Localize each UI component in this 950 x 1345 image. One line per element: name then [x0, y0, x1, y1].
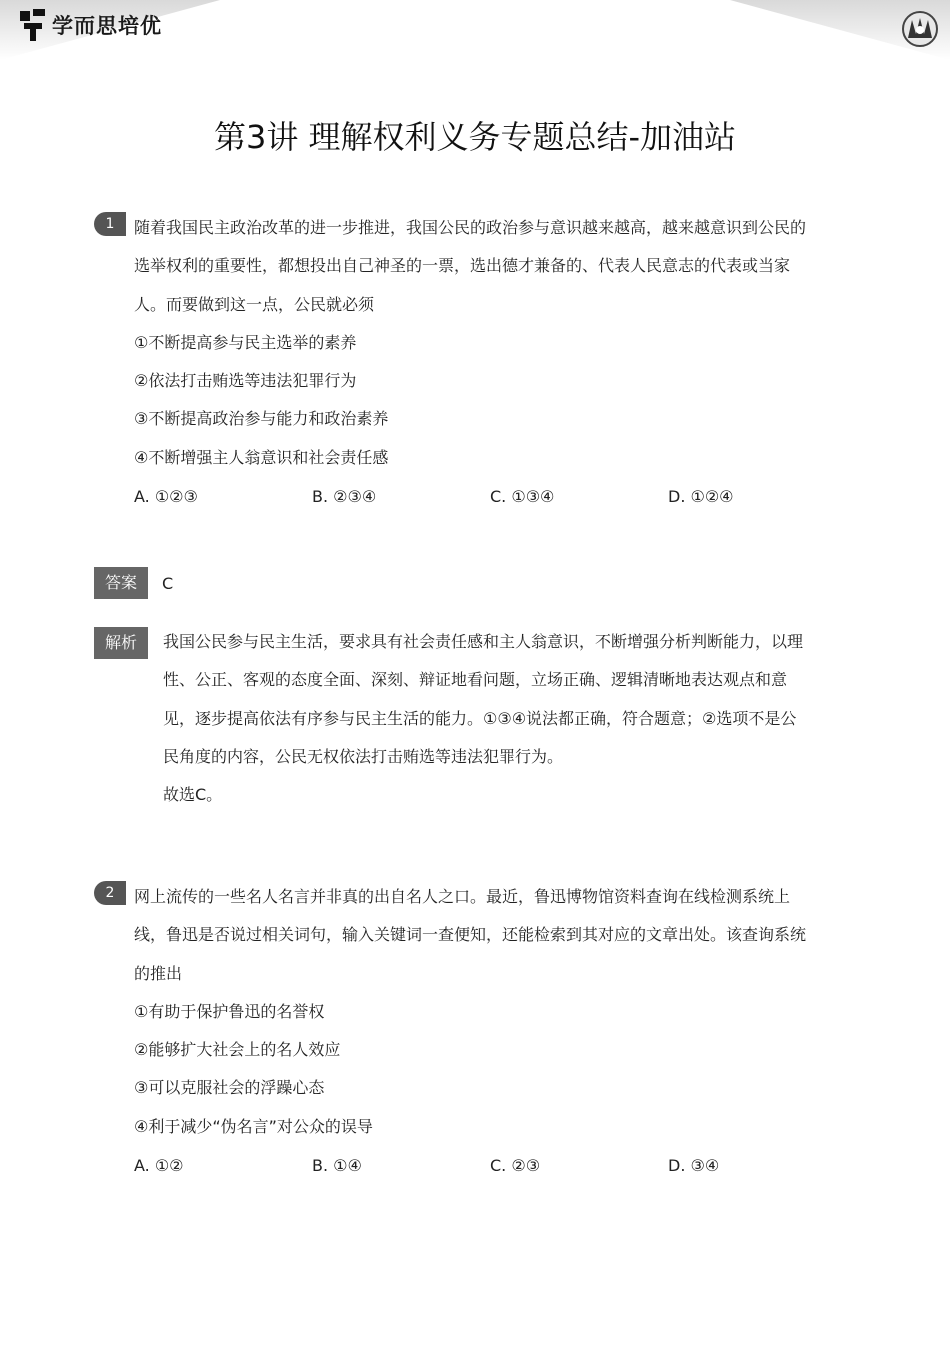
question-option: ②能够扩大社会上的名人效应 [134, 1040, 341, 1060]
brand-name: 学而思培优 [52, 14, 162, 38]
question-text-line: 随着我国民主政治改革的进一步推进，我国公民的政治参与意识越来越高，越来越意识到公民的 [134, 218, 807, 237]
answer-tag: 答案 [94, 567, 148, 599]
brand-mark-icon [20, 9, 46, 41]
choice-b: B. ②③④ [312, 487, 377, 506]
page-title: 第3讲 理解权利义务专题总结-加油站 [213, 118, 737, 156]
question-text-line: 选举权利的重要性，都想投出自己神圣的一票，选出德才兼备的、代表人民意志的代表或当家 [134, 256, 791, 276]
choice-c: C. ②③ [490, 1156, 541, 1175]
question-option: ③可以克服社会的浮躁心态 [134, 1078, 325, 1098]
question-option: ②依法打击贿选等违法犯罪行为 [134, 371, 357, 391]
question-option: ③不断提高政治参与能力和政治素养 [134, 409, 389, 429]
choice-d: D. ③④ [668, 1156, 720, 1175]
question-text-line: 网上流传的一些名人名言并非真的出自名人之口。最近，鲁迅博物馆资料查询在线检测系统上 [134, 887, 791, 906]
question-option: ④利于减少“伪名言”对公众的误导 [134, 1116, 373, 1136]
question-option: ①有助于保护鲁迅的名誉权 [134, 1001, 325, 1021]
analysis-line: 故选C。 [163, 785, 223, 805]
question-number-badge: 2 [94, 881, 126, 905]
analysis-body [163, 623, 853, 814]
question-option: ④不断增强主人翁意识和社会责任感 [134, 447, 389, 467]
question-1 [134, 209, 854, 477]
question-option: ①不断提高参与民主选举的素养 [134, 332, 357, 352]
analysis-tag: 解析 [94, 627, 148, 659]
question-text-line: 的推出 [134, 963, 183, 983]
choice-a: A. ①②③ [134, 487, 198, 506]
analysis-line: 民角度的内容，公民无权依法打击贿选等违法犯罪行为。 [163, 746, 564, 766]
choice-d: D. ①②④ [668, 487, 734, 506]
analysis-line: 性、公正、客观的态度全面、深刻、辩证地看问题，立场正确、逻辑清晰地表达观点和意 [163, 670, 788, 690]
badge-logo-icon [900, 10, 940, 48]
analysis-line: 我国公民参与民主生活，要求具有社会责任感和主人翁意识，不断增强分析判断能力，以理 [163, 632, 804, 651]
analysis-line: 见，逐步提高依法有序参与民主生活的能力。①③④说法都正确，符合题意；②选项不是公 [163, 708, 797, 728]
answer-value: C [162, 574, 174, 593]
choice-c: C. ①③④ [490, 487, 555, 506]
question-text-line: 人。而要做到这一点，公民就必须 [134, 294, 375, 314]
brand-logo [20, 9, 162, 41]
choice-b: B. ①④ [312, 1156, 362, 1175]
question-text-line: 线，鲁迅是否说过相关词句，输入关键词一查便知，还能检索到其对应的文章出处。该查询系统 [134, 925, 807, 945]
choice-a: A. ①② [134, 1156, 184, 1175]
question-number-badge: 1 [94, 212, 126, 236]
question-2 [134, 878, 854, 1146]
